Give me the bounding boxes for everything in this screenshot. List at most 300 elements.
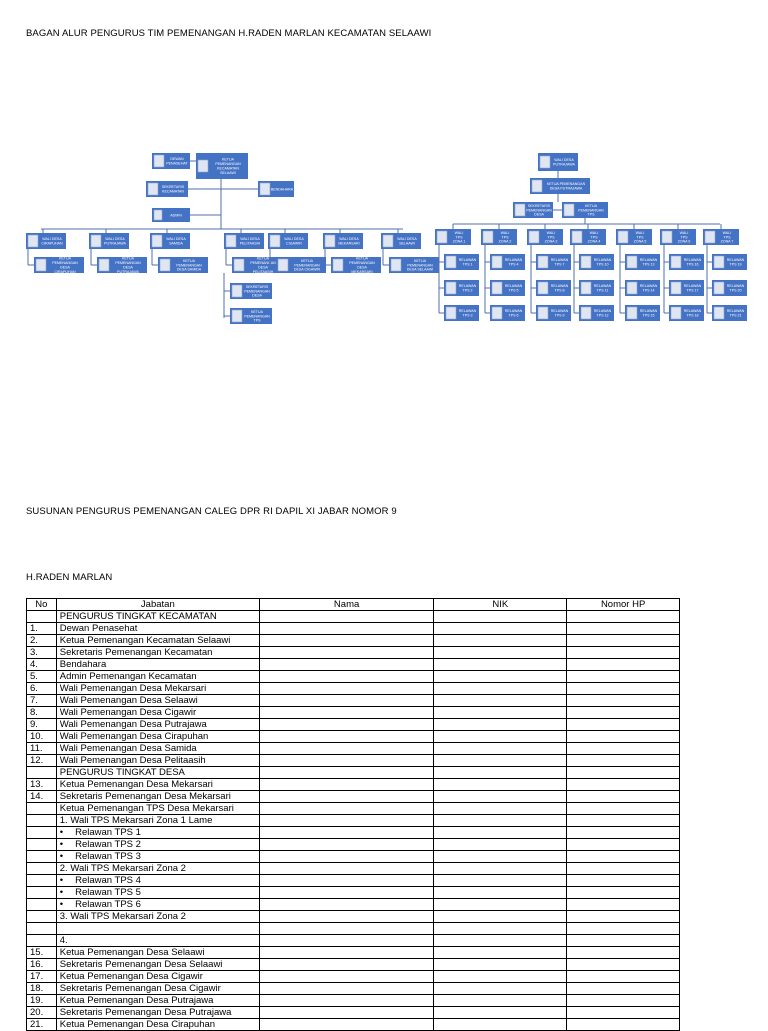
row-jabatan: PENGURUS TINGKAT KECAMATAN xyxy=(56,611,259,623)
table-row xyxy=(27,827,680,839)
row-hp[interactable] xyxy=(567,875,680,887)
row-jabatan: Ketua Pemenangan TPS Desa Mekarsari xyxy=(56,803,259,815)
row-nik[interactable] xyxy=(434,1007,567,1019)
row-no: 2. xyxy=(27,635,57,647)
box-label: SEKRETARIS xyxy=(527,203,551,208)
row-hp[interactable] xyxy=(567,923,680,935)
row-nama[interactable] xyxy=(259,755,433,767)
row-jabatan: 2. Wali TPS Mekarsari Zona 2 xyxy=(56,863,259,875)
row-nik[interactable] xyxy=(434,971,567,983)
box-label: KECAMATAN xyxy=(217,166,239,171)
box-label: DEWAN xyxy=(170,157,184,162)
row-nik[interactable] xyxy=(434,839,567,851)
box-label: ZONA 4 xyxy=(587,239,601,244)
wali-desa-node xyxy=(224,233,264,249)
wali-tps-zona-node xyxy=(570,229,606,245)
row-hp[interactable] xyxy=(567,935,680,947)
box-label: PELITAASIH xyxy=(239,241,261,246)
box-label: TPS 14 xyxy=(642,288,655,293)
row-nama[interactable] xyxy=(259,707,433,719)
row-no xyxy=(27,803,57,815)
photo-placeholder-icon xyxy=(232,285,242,297)
row-nik[interactable] xyxy=(434,623,567,635)
row-nik[interactable] xyxy=(434,779,567,791)
photo-placeholder-icon xyxy=(260,183,270,195)
box-label: WALI xyxy=(589,230,599,235)
row-no: 13. xyxy=(27,779,57,791)
sekretaris-putrajawa-node xyxy=(513,202,553,218)
box-label: DESA CIGAWIR xyxy=(293,267,321,272)
box-label: TPS xyxy=(455,235,463,240)
box-label: PEMENANGAN xyxy=(215,162,241,167)
table-row xyxy=(27,659,680,671)
row-hp[interactable] xyxy=(567,863,680,875)
row-jabatan: Ketua Pemenangan Desa Selaawi xyxy=(56,947,259,959)
row-nik[interactable] xyxy=(434,611,567,623)
candidate-name: H.RADEN MARLAN xyxy=(26,572,113,583)
relawan-tps-node xyxy=(536,280,571,296)
row-nama[interactable] xyxy=(259,635,433,647)
photo-placeholder-icon xyxy=(148,183,158,195)
box-label: WALI DESA xyxy=(284,237,304,242)
relawan-tps-node xyxy=(625,305,660,321)
row-hp[interactable] xyxy=(567,671,680,683)
box-label: KETUA xyxy=(301,258,313,263)
photo-placeholder-icon xyxy=(198,160,208,172)
photo-placeholder-icon xyxy=(278,259,288,271)
row-nama[interactable] xyxy=(259,971,433,983)
photo-placeholder-icon xyxy=(515,204,525,216)
row-hp[interactable] xyxy=(567,611,680,623)
row-nik[interactable] xyxy=(434,755,567,767)
photo-placeholder-icon xyxy=(564,204,574,216)
box-label: TPS xyxy=(253,318,261,323)
row-no: 7. xyxy=(27,695,57,707)
box-label: RELAWAN xyxy=(504,258,523,263)
photo-placeholder-icon xyxy=(627,256,637,268)
table-row xyxy=(27,647,680,659)
relawan-tps-node xyxy=(579,254,614,270)
relawan-tps-node xyxy=(625,280,660,296)
row-nama[interactable] xyxy=(259,731,433,743)
photo-placeholder-icon xyxy=(28,235,38,247)
wali-tps-zona-node xyxy=(435,229,471,245)
row-jabatan: Sekretaris Pemenangan Desa Putrajawa xyxy=(56,1007,259,1019)
photo-placeholder-icon xyxy=(662,231,672,243)
relawan-tps-node xyxy=(669,305,704,321)
row-hp[interactable] xyxy=(567,851,680,863)
photo-placeholder-icon xyxy=(325,235,335,247)
row-nama[interactable] xyxy=(259,875,433,887)
box-label: MEKARSARI xyxy=(351,269,373,274)
relawan-tps-node xyxy=(536,254,571,270)
box-label: KETUA PEMENANGAN xyxy=(546,182,586,187)
wali-tps-zona-node xyxy=(481,229,517,245)
row-hp[interactable] xyxy=(567,719,680,731)
row-hp[interactable] xyxy=(567,779,680,791)
box-label: KETUA xyxy=(222,157,234,162)
box-label: TPS 8 xyxy=(554,288,565,293)
header-hp: Nomor HP xyxy=(567,599,680,611)
relawan-tps-node xyxy=(444,280,479,296)
row-nama[interactable] xyxy=(259,791,433,803)
row-hp[interactable] xyxy=(567,1007,680,1019)
photo-placeholder-icon xyxy=(446,256,456,268)
bendahara-node xyxy=(258,181,294,197)
row-jabatan: Wali Pemenangan Desa Cirapuhan xyxy=(56,731,259,743)
row-hp[interactable] xyxy=(567,971,680,983)
row-no xyxy=(27,923,57,935)
row-hp[interactable] xyxy=(567,695,680,707)
row-nama[interactable] xyxy=(259,851,433,863)
header-jabatan: Jabatan xyxy=(56,599,259,611)
row-nik[interactable] xyxy=(434,767,567,779)
row-nama[interactable] xyxy=(259,779,433,791)
box-label: TPS 6 xyxy=(508,313,519,318)
row-hp[interactable] xyxy=(567,947,680,959)
box-label: TPS 20 xyxy=(729,288,742,293)
photo-placeholder-icon xyxy=(618,231,628,243)
box-label: RELAWAN xyxy=(458,258,477,263)
relawan-tps-node xyxy=(712,280,747,296)
relawan-tps-node xyxy=(669,280,704,296)
box-label: TPS 10 xyxy=(596,262,609,267)
row-nik[interactable] xyxy=(434,911,567,923)
row-nama[interactable] xyxy=(259,671,433,683)
row-nama[interactable] xyxy=(259,827,433,839)
dewan-penasehat-node xyxy=(152,153,190,169)
row-nik[interactable] xyxy=(434,683,567,695)
box-label: PEMENANGAN xyxy=(250,261,276,266)
photo-placeholder-icon xyxy=(226,235,236,247)
table-row xyxy=(27,731,680,743)
row-nama[interactable] xyxy=(259,947,433,959)
photo-placeholder-icon xyxy=(714,282,724,294)
row-hp[interactable] xyxy=(567,803,680,815)
row-nik[interactable] xyxy=(434,719,567,731)
row-hp[interactable] xyxy=(567,647,680,659)
box-label: TPS xyxy=(501,235,509,240)
photo-placeholder-icon xyxy=(483,231,493,243)
box-label: WALI xyxy=(635,230,645,235)
photo-placeholder-icon xyxy=(538,282,548,294)
row-nik[interactable] xyxy=(434,923,567,935)
box-label: KECAMATAN xyxy=(162,189,184,194)
ketua-desa-node xyxy=(331,257,381,274)
row-hp[interactable] xyxy=(567,683,680,695)
row-nama[interactable] xyxy=(259,743,433,755)
photo-placeholder-icon xyxy=(714,307,724,319)
row-hp[interactable] xyxy=(567,731,680,743)
box-label: DESA xyxy=(252,293,262,298)
box-label: ZONA 6 xyxy=(677,239,691,244)
row-nama[interactable] xyxy=(259,911,433,923)
row-nama[interactable] xyxy=(259,803,433,815)
row-hp[interactable] xyxy=(567,887,680,899)
table-row xyxy=(27,767,680,779)
org-chart xyxy=(0,0,768,340)
row-hp[interactable] xyxy=(567,959,680,971)
row-hp[interactable] xyxy=(567,635,680,647)
row-jabatan: Ketua Pemenangan Kecamatan Selaawi xyxy=(56,635,259,647)
photo-placeholder-icon xyxy=(532,180,542,192)
row-jabatan: Ketua Pemenangan Desa Mekarsari xyxy=(56,779,259,791)
box-label: TPS 1 xyxy=(462,262,473,267)
sekretaris-desa-node xyxy=(230,283,272,299)
row-hp[interactable] xyxy=(567,767,680,779)
table-row xyxy=(27,1007,680,1019)
row-hp[interactable] xyxy=(567,707,680,719)
table-row xyxy=(27,971,680,983)
box-label: WALI DESA xyxy=(166,237,186,242)
box-label: KETUA xyxy=(59,256,71,261)
row-nik[interactable] xyxy=(434,959,567,971)
row-hp[interactable] xyxy=(567,911,680,923)
row-nik[interactable] xyxy=(434,791,567,803)
photo-placeholder-icon xyxy=(572,231,582,243)
box-label: RELAWAN xyxy=(726,284,745,289)
row-no xyxy=(27,767,57,779)
photo-placeholder-icon xyxy=(91,235,101,247)
box-label: TPS 18 xyxy=(686,313,699,318)
table-row xyxy=(27,875,680,887)
row-nik[interactable] xyxy=(434,647,567,659)
row-nama[interactable] xyxy=(259,863,433,875)
table-row xyxy=(27,683,680,695)
box-label: PELITAASIH xyxy=(252,269,274,274)
relawan-tps-node xyxy=(669,254,704,270)
row-nama[interactable] xyxy=(259,719,433,731)
row-nama[interactable] xyxy=(259,623,433,635)
row-jabatan: Admin Pemenangan Kecamatan xyxy=(56,671,259,683)
table-row xyxy=(27,923,680,935)
photo-placeholder-icon xyxy=(714,256,724,268)
box-label: KETUA xyxy=(257,256,269,261)
header-nik: NIK xyxy=(434,599,567,611)
ketua-kecamatan-node xyxy=(196,153,248,179)
box-label: PEMENANGAN xyxy=(52,261,78,266)
box-label: WALI DESA xyxy=(42,237,62,242)
box-label: KETUA xyxy=(414,258,426,263)
row-nama[interactable] xyxy=(259,995,433,1007)
box-label: RELAWAN xyxy=(458,284,477,289)
box-label: WALI xyxy=(454,230,464,235)
row-nama[interactable] xyxy=(259,815,433,827)
row-hp[interactable] xyxy=(567,839,680,851)
row-nik[interactable] xyxy=(434,827,567,839)
row-nik[interactable] xyxy=(434,935,567,947)
row-no xyxy=(27,899,57,911)
photo-placeholder-icon xyxy=(154,210,162,220)
relawan-tps-node xyxy=(490,254,525,270)
row-hp[interactable] xyxy=(567,899,680,911)
box-label: WALI DESA xyxy=(105,237,125,242)
box-label: RELAWAN xyxy=(639,309,658,314)
relawan-tps-node xyxy=(579,305,614,321)
table-row xyxy=(27,935,680,947)
box-label: PUTRAJAWA xyxy=(553,162,575,167)
table-row xyxy=(27,803,680,815)
row-hp[interactable] xyxy=(567,827,680,839)
wali-tps-zona-node xyxy=(616,229,652,245)
box-label: TPS xyxy=(590,235,598,240)
box-label: PEMENANGAN xyxy=(407,263,433,268)
row-jabatan: • Relawan TPS 4 xyxy=(56,875,259,887)
table-row xyxy=(27,947,680,959)
photo-placeholder-icon xyxy=(538,256,548,268)
row-nik[interactable] xyxy=(434,947,567,959)
row-jabatan: Dewan Penasehat xyxy=(56,623,259,635)
box-label: TPS 4 xyxy=(508,262,519,267)
box-label: WALI DESA xyxy=(397,237,417,242)
box-label: TPS 7 xyxy=(554,262,565,267)
table-row xyxy=(27,611,680,623)
row-hp[interactable] xyxy=(567,995,680,1007)
table-row xyxy=(27,911,680,923)
row-nik[interactable] xyxy=(434,743,567,755)
box-label: ZONA 3 xyxy=(544,239,558,244)
row-nama[interactable] xyxy=(259,959,433,971)
box-label: WALI xyxy=(722,230,732,235)
table-row xyxy=(27,995,680,1007)
photo-placeholder-icon xyxy=(446,282,456,294)
row-hp[interactable] xyxy=(567,791,680,803)
row-hp[interactable] xyxy=(567,659,680,671)
row-nama[interactable] xyxy=(259,839,433,851)
row-nik[interactable] xyxy=(434,659,567,671)
row-jabatan: Sekretaris Pemenangan Desa Cigawir xyxy=(56,983,259,995)
box-label: RELAWAN xyxy=(504,309,523,314)
box-label: SEKRETARIS xyxy=(161,185,185,190)
row-nik[interactable] xyxy=(434,983,567,995)
box-label: KETUA xyxy=(122,256,134,261)
photo-placeholder-icon xyxy=(152,235,162,247)
row-nik[interactable] xyxy=(434,899,567,911)
ketua-desa-node xyxy=(389,257,439,273)
box-label: SAMIDA xyxy=(169,241,183,246)
admin-node xyxy=(152,208,190,222)
row-jabatan: Wali Pemenangan Desa Putrajawa xyxy=(56,719,259,731)
row-nama[interactable] xyxy=(259,887,433,899)
box-label: RELAWAN xyxy=(550,284,569,289)
photo-placeholder-icon xyxy=(160,259,170,271)
row-jabatan: Sekretaris Pemenangan Desa Selaawi xyxy=(56,959,259,971)
row-nama[interactable] xyxy=(259,647,433,659)
row-nama[interactable] xyxy=(259,983,433,995)
row-jabatan: Wali Pemenangan Desa Cigawir xyxy=(56,707,259,719)
box-label: TPS 2 xyxy=(462,288,473,293)
ketua-putrajawa-node xyxy=(530,178,590,194)
table-row xyxy=(27,983,680,995)
row-nik[interactable] xyxy=(434,815,567,827)
box-label: RELAWAN xyxy=(639,284,658,289)
row-jabatan: Wali Pemenangan Desa Pelitaasih xyxy=(56,755,259,767)
box-label: TPS 17 xyxy=(686,288,699,293)
row-nama[interactable] xyxy=(259,1007,433,1019)
box-label: DESA SAMIDA xyxy=(176,267,202,272)
row-nik[interactable] xyxy=(434,875,567,887)
row-nama[interactable] xyxy=(259,935,433,947)
box-label: RELAWAN xyxy=(550,258,569,263)
photo-placeholder-icon xyxy=(538,307,548,319)
box-label: SELAAWI xyxy=(220,170,236,175)
row-nik[interactable] xyxy=(434,863,567,875)
box-label: PEMENANGAN xyxy=(349,261,375,266)
box-label: RELAWAN xyxy=(726,258,745,263)
box-label: DESA SELAAWI xyxy=(406,267,434,272)
row-nik[interactable] xyxy=(434,695,567,707)
row-hp[interactable] xyxy=(567,755,680,767)
table-row xyxy=(27,815,680,827)
row-hp[interactable] xyxy=(567,743,680,755)
row-nik[interactable] xyxy=(434,635,567,647)
sekretaris-kecamatan-node xyxy=(146,181,188,197)
row-nama[interactable] xyxy=(259,899,433,911)
table-header-row xyxy=(27,599,680,611)
row-nik[interactable] xyxy=(434,803,567,815)
row-nik[interactable] xyxy=(434,995,567,1007)
photo-placeholder-icon xyxy=(581,307,591,319)
box-label: TPS xyxy=(680,235,688,240)
table-row xyxy=(27,899,680,911)
row-hp[interactable] xyxy=(567,983,680,995)
row-no xyxy=(27,935,57,947)
box-label: PENASEHAT xyxy=(166,161,188,166)
photo-placeholder-icon xyxy=(492,307,502,319)
box-label: ZONA 7 xyxy=(720,239,734,244)
photo-placeholder-icon xyxy=(99,259,109,271)
table-row xyxy=(27,671,680,683)
row-hp[interactable] xyxy=(567,623,680,635)
row-nik[interactable] xyxy=(434,671,567,683)
table-row xyxy=(27,839,680,851)
row-nama[interactable] xyxy=(259,611,433,623)
row-nama[interactable] xyxy=(259,683,433,695)
photo-placeholder-icon xyxy=(529,231,539,243)
photo-placeholder-icon xyxy=(383,235,393,247)
row-nik[interactable] xyxy=(434,731,567,743)
pengurus-table xyxy=(26,598,680,1031)
row-no xyxy=(27,875,57,887)
row-no: 19. xyxy=(27,995,57,1007)
row-no: 1. xyxy=(27,623,57,635)
chart-title: BAGAN ALUR PENGURUS TIM PEMENANGAN H.RADEN MARLAN KECAMATAN SELAAWI xyxy=(26,28,432,39)
row-nama[interactable] xyxy=(259,923,433,935)
box-label: RELAWAN xyxy=(458,309,477,314)
row-jabatan: Bendahara xyxy=(56,659,259,671)
relawan-tps-node xyxy=(490,305,525,321)
box-label: PEMENANGAN xyxy=(294,263,320,268)
row-hp[interactable] xyxy=(567,1019,680,1031)
row-nama[interactable] xyxy=(259,659,433,671)
photo-placeholder-icon xyxy=(671,282,681,294)
row-nik[interactable] xyxy=(434,1019,567,1031)
box-label: WALI xyxy=(500,230,510,235)
row-nama[interactable] xyxy=(259,767,433,779)
wali-desa-node xyxy=(26,233,66,249)
row-nik[interactable] xyxy=(434,887,567,899)
row-nik[interactable] xyxy=(434,851,567,863)
row-hp[interactable] xyxy=(567,815,680,827)
row-nama[interactable] xyxy=(259,695,433,707)
row-nik[interactable] xyxy=(434,707,567,719)
box-label: WALI xyxy=(679,230,689,235)
row-nama[interactable] xyxy=(259,1019,433,1031)
table-row xyxy=(27,707,680,719)
photo-placeholder-icon xyxy=(705,231,715,243)
photo-placeholder-icon xyxy=(333,259,343,271)
header-nama: Nama xyxy=(259,599,433,611)
